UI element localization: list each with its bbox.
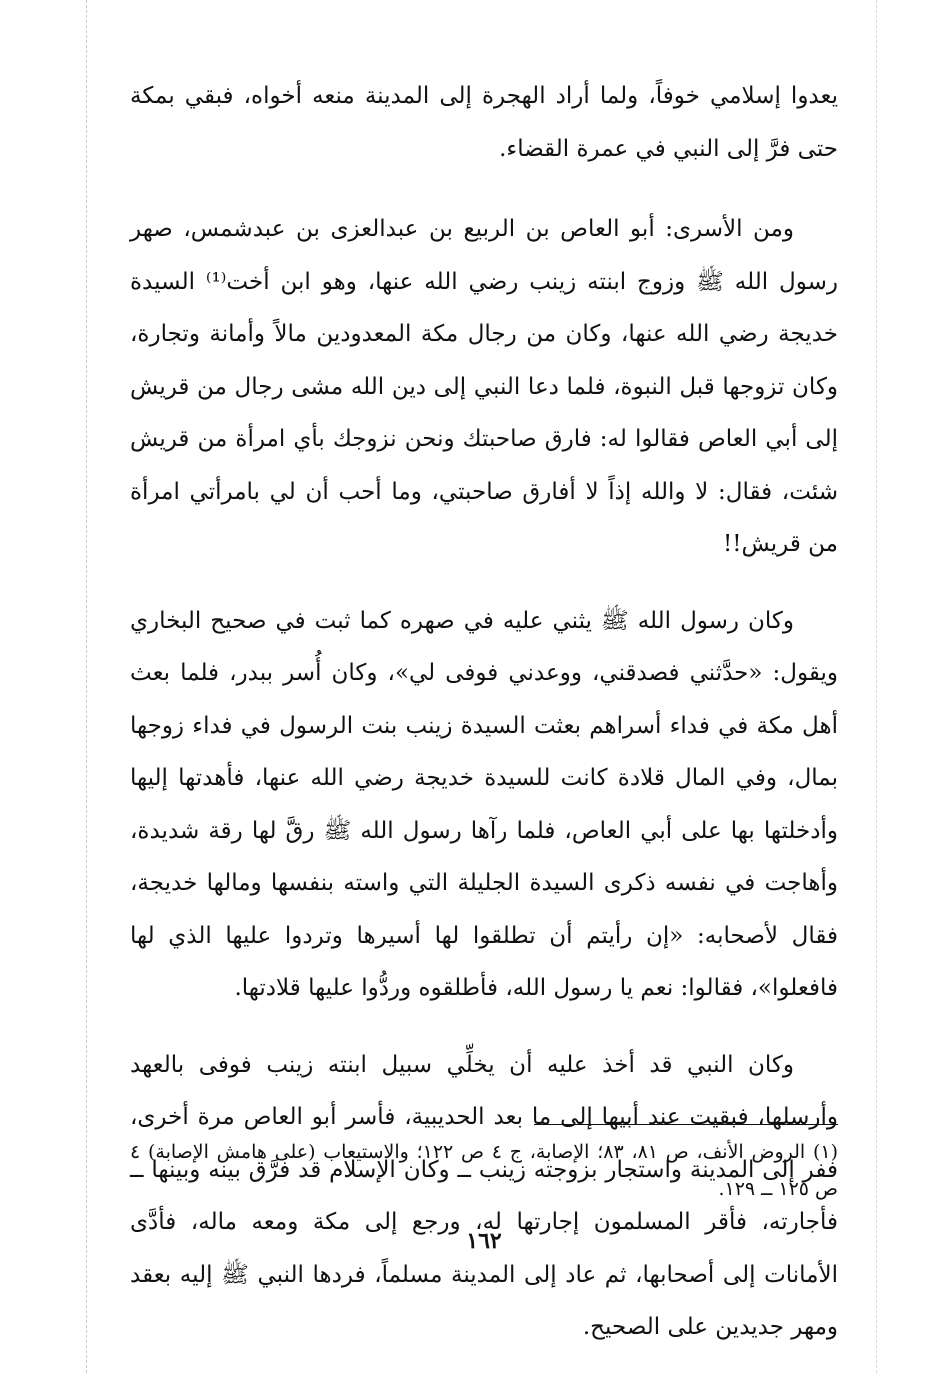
page-number: ١٦٢ (466, 1228, 502, 1254)
paragraph-spacer (130, 571, 838, 595)
paragraph: يعدوا إسلامي خوفاً، ولما أراد الهجرة إلى المدينة منعه أخواه، فبقي بمكة حتى فرَّ إلى النبي في عمرة القضاء. (130, 83, 838, 162)
footnote-divider (534, 1124, 838, 1125)
scan-margin-line (86, 0, 87, 1373)
paragraph-spacer (130, 175, 838, 203)
paragraph-spacer (130, 1015, 838, 1039)
paragraph: ومن الأسرى: أبو العاص بن الربيع بن عبدالعزى بن عبدشمس، صهر رسول الله ﷺ وزوج ابنته زينب رضي الله عنها، وهو ابن أخت⁽¹⁾ السيدة خديجة رضي الله عنها، وكان من رجال مكة المعدودين مالاً وأمانة وتجارة، وكان تزوجها قبل النبوة، فلما دعا النبي إلى دين الله مشى رجال من قريش إلى أبي العاص فقالوا له: فارق صاحبتك ونحن نزوجك بأي امرأة من قريش شئت، فقال: لا والله إذاً لا أفارق صاحبتي، وما أحب أن لي بامرأتي امرأة من قريش!! (130, 216, 838, 557)
paragraph: وكان النبي قد أخذ عليه أن يخلِّي سبيل ابنته زينب فوفى بالعهد وأرسلها، فبقيت عند أبيها إلى ما بعد الحديبية، فأسر أبو العاص مرة أخرى، ففر إلى المدينة واستجار بزوجته زينب ــ وكان الإسلام قد فرَّق بينه وبينها ــ فأجارته، فأقر المسلمون إجارتها له، ورجع إلى مكة ومعه ماله، فأدَّى الأمانات إلى أصحابها، ثم عاد إلى المدينة مسلماً، فردها النبي ﷺ إليه بعقد ومهر جديدين على الصحيح. (130, 1051, 838, 1340)
paragraph: وكان رسول الله ﷺ يثني عليه في صهره كما ثبت في صحيح البخاري ويقول: «حدَّثني فصدقني، ووعدني فوفى لي»، وكان أُسر ببدر، فلما بعث أهل مكة في فداء أسراهم بعثت السيدة زينب بنت الرسول في فداء زوجها بمال، وفي المال قلادة كانت للسيدة خديجة رضي الله عنها، فأهدتها إليها وأدخلتها بها على أبي العاص، فلما رآها رسول الله ﷺ رقَّ لها رقة شديدة، وأهاجت في نفسه ذكرى السيدة الجليلة التي واسته بنفسها ومالها خديجة، فقال لأصحابه: «إن رأيتم أن تطلقوا لها أسيرها وتردوا عليها الذي لها فافعلوا»، فقالوا: نعم يا رسول الله، فأطلقوه وردُّوا عليها قلادتها. (130, 607, 839, 1001)
book-page (130, 70, 838, 1354)
scan-margin-line (876, 0, 877, 1373)
footnote: (١) الروض الأنف، ص ٨١، ٨٣؛ الإصابة، ج ٤ ص ١٢٢؛ والاستيعاب (على هامش الإصابة) ٤ ص ١٢٥ ــ ١٢٩. (130, 1141, 838, 1200)
